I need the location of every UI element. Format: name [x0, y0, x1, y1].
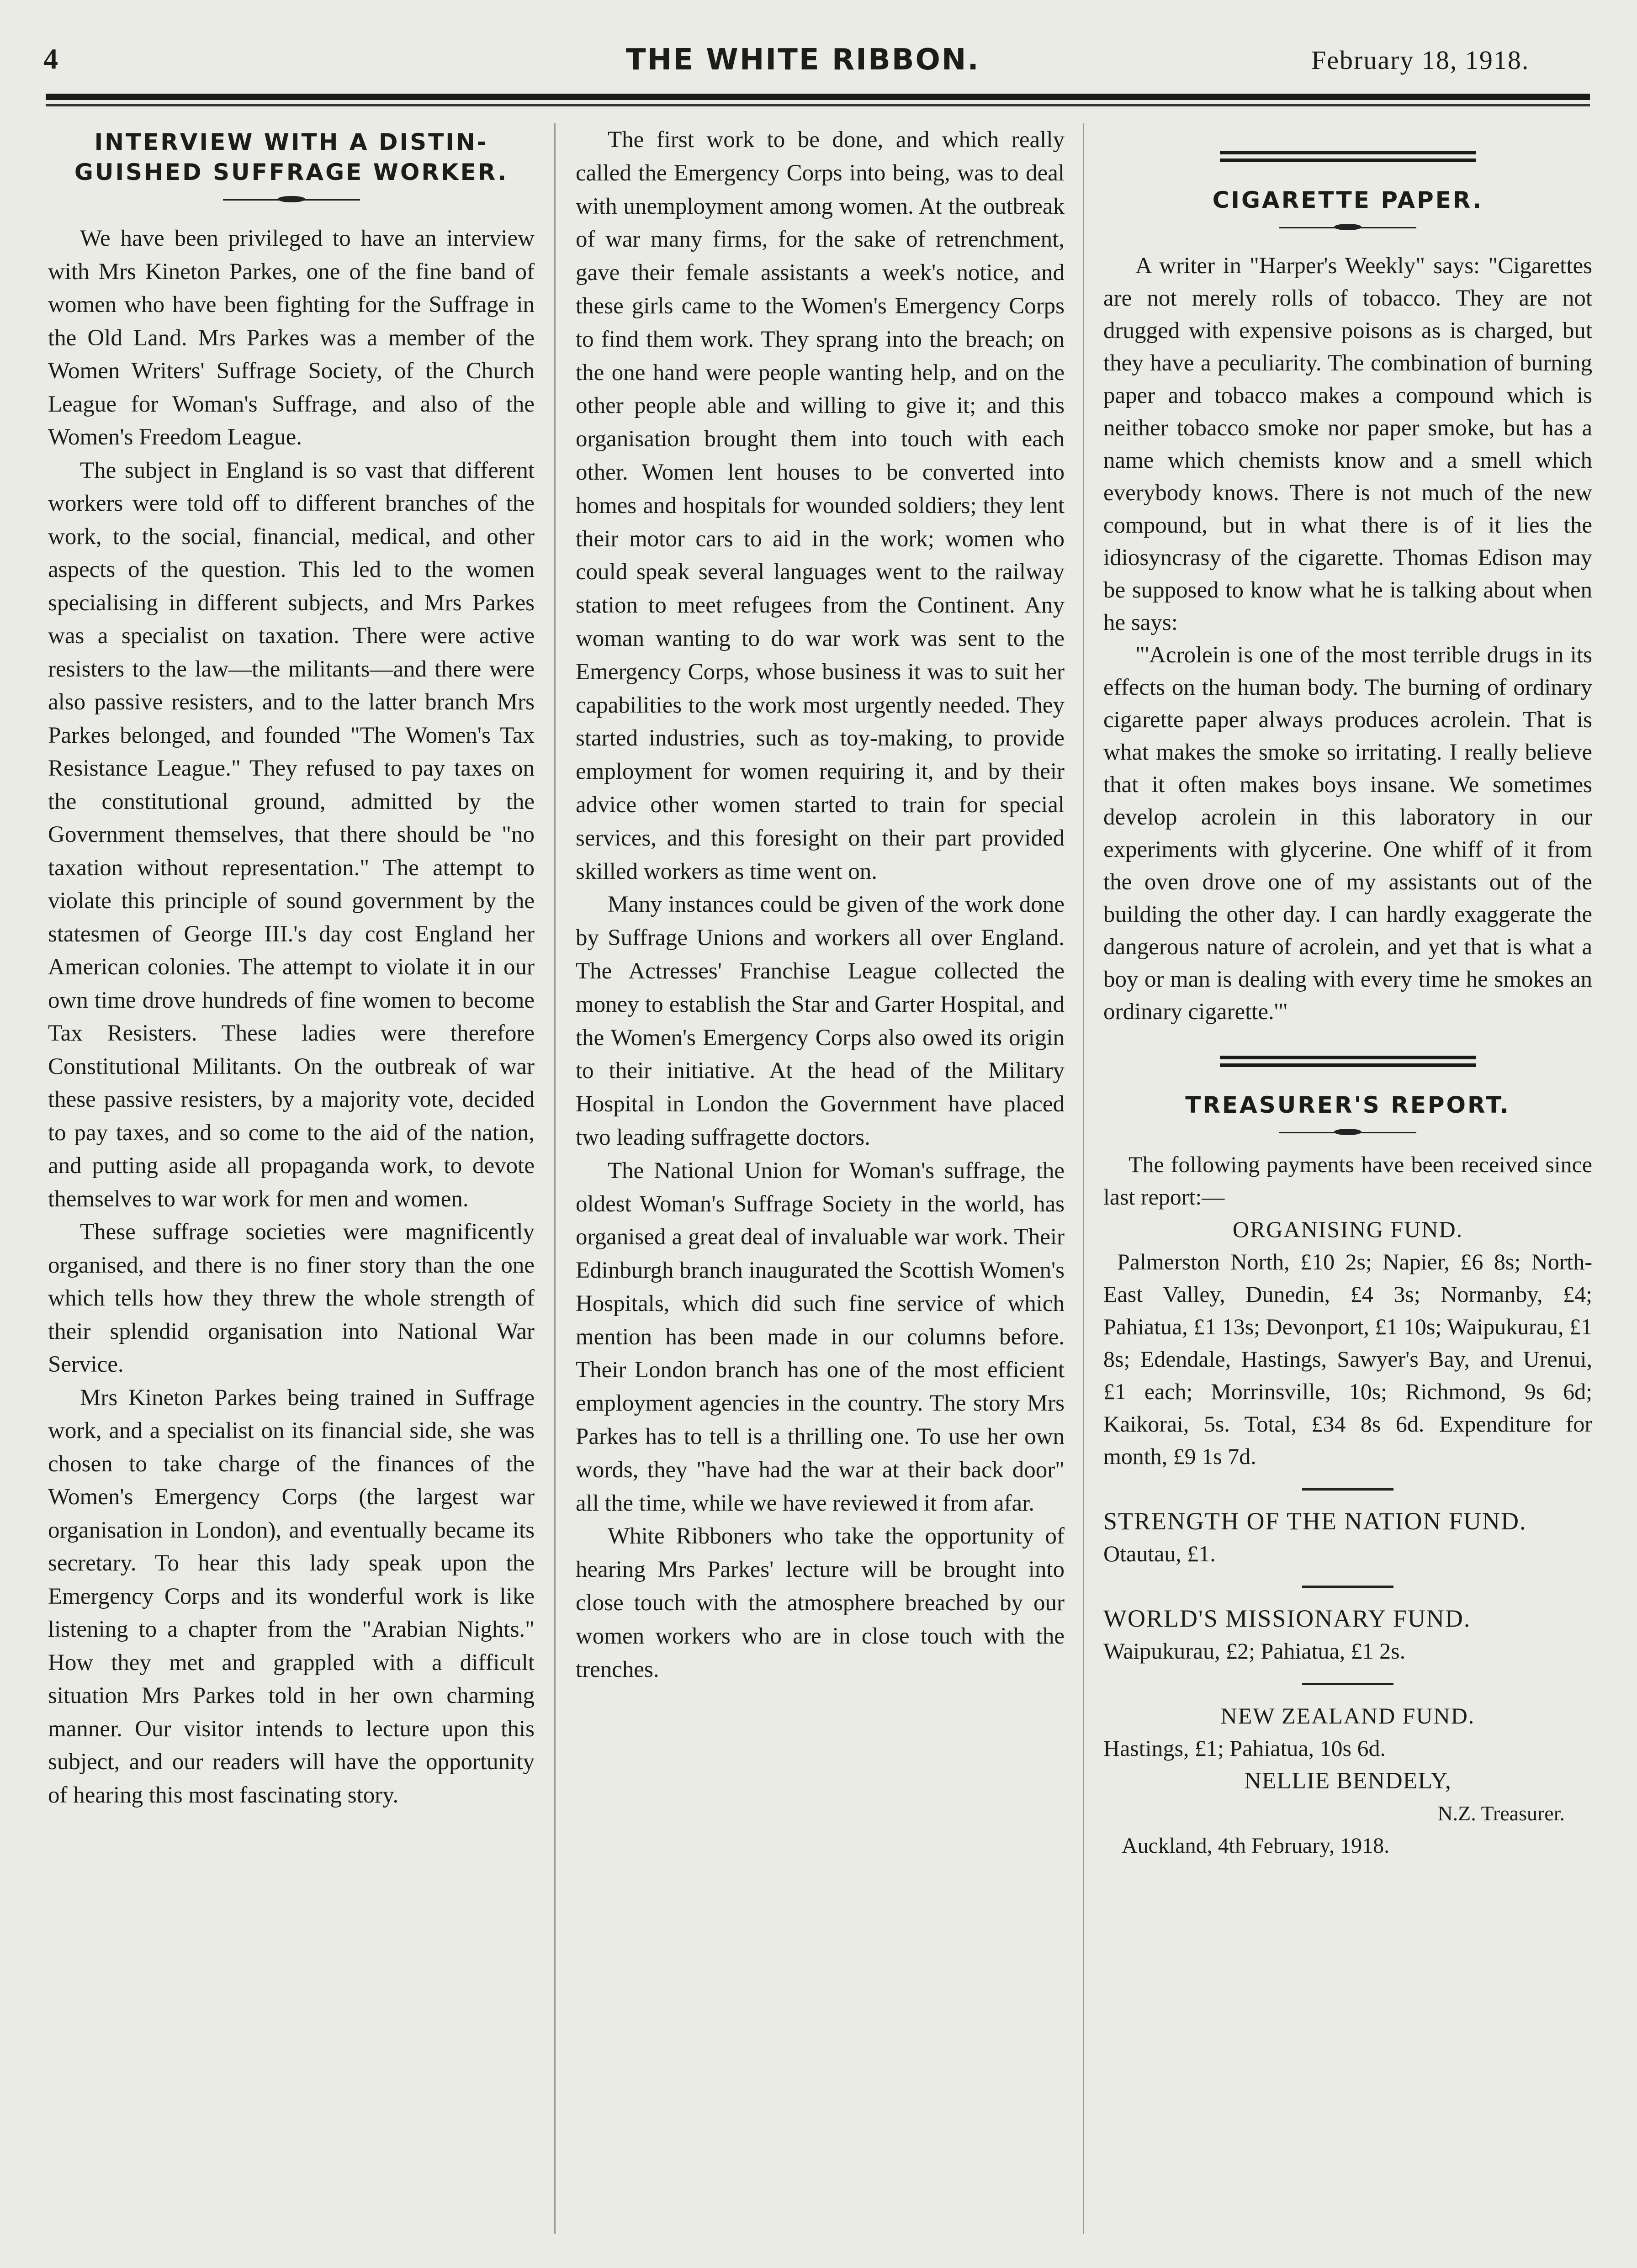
- column-2: [576, 123, 1065, 2234]
- publication-title: THE WHITE RIBBON.: [626, 43, 980, 77]
- fund-body: Waipukurau, £2; Pahiatua, £1 2s.: [1103, 1638, 1406, 1664]
- fund-body: Otautau, £1.: [1103, 1541, 1216, 1566]
- interview-paragraph: The subject in England is so vast that different workers were told off to different branches of the work, to the social, financial, medical, and other aspects of the question. This led to the women specialising in different subjects, and Mrs Parkes was a specialist on taxation. There were active resisters to the law—the militants—and there were also passive resisters, and to the latter branch Mrs Parkes belonged, and founded "The Women's Tax Resistance League." They refused to pay taxes on the constitutional ground, admitted by the Government themselves, that there should be "no taxation without representation." The attempt to violate this principle of sound government by the statesmen of George III.'s day cost England her American colonies. The attempt to violate it in our own time drove hundreds of fine women to become Tax Resisters. These ladies were therefore Constitutional Militants. On the outbreak of war these passive resisters, by a majority vote, decided to pay taxes, and so come to the aid of the nation, and putting aside all propaganda work, to devote themselves to war work for men and women.: [48, 457, 535, 1212]
- interview-paragraph: The first work to be done, and which really called the Emergency Corps into being, was to deal with unemployment among women. At the outbreak of war many firms, for the sake of retrenchment, gave their female assistants a week's notice, and these girls came to the Women's Emergency Corps to find them work. They sprang into the breach; on the one hand were people wanting help, and on the other people able and willing to give it; and this organisation brought them into touch with each other. Women lent houses to be converted into homes and hospitals for wounded soldiers; they lent their motor cars to aid in the work; women who could speak several languages went to the railway station to meet refugees from the Continent. Any woman wanting to do war work was sent to the Emergency Corps, whose business it was to suit her capabilities to the work most urgently needed. They started industries, such as toy-making, to provide employment for women requiring it, and by their advice other women started to train for special services, and this foresight on their part provided skilled workers as time went on.: [576, 127, 1065, 884]
- column-divider: [554, 123, 556, 2234]
- fund-heading: ORGANISING FUND.: [1232, 1216, 1463, 1242]
- interview-paragraph: The National Union for Woman's suffrage, the oldest Woman's Suffrage Society in the world, has organised a great deal of invaluable war work. Their Edinburgh branch inaugurated the Scottish Women's Hospitals, which did such fine service of which mention has been made in our columns before. Their London branch has one of the most efficient employment agencies in the country. The story Mrs Parkes has to tell is a thrilling one. To use her own words, they "have had the war at their back door" all the time, while we have reviewed it from afar.: [576, 1158, 1065, 1516]
- column-3: [1103, 123, 1592, 2234]
- fund-rule: [1302, 1586, 1393, 1588]
- interview-paragraph: White Ribboners who take the opportunity of hearing Mrs Parkes' lecture will be brought into close touch with the atmosphere breached by our women workers who are in close touch with the trenches.: [576, 1523, 1065, 1682]
- place-date: Auckland, 4th February, 1918.: [1122, 1834, 1390, 1858]
- column-1: [48, 123, 535, 2234]
- treasurer-headline: TREASURER'S REPORT.: [1185, 1092, 1510, 1118]
- cigarette-headline: CIGARETTE PAPER.: [1212, 187, 1483, 213]
- interview-headline: INTERVIEW WITH A DISTIN- GUISHED SUFFRAGE WORKER.: [74, 129, 509, 185]
- fund-heading: STRENGTH OF THE NATION FUND.: [1103, 1507, 1527, 1535]
- treasurer-intro: The following payments have been received since last report:—: [1103, 1152, 1592, 1210]
- section-double-rule: [1220, 151, 1476, 162]
- ornament-rule: [1279, 1128, 1416, 1137]
- fund-body: Hastings, £1; Pahiatua, 10s 6d.: [1103, 1735, 1386, 1761]
- fund-rule: [1302, 1683, 1393, 1685]
- page-number: 4: [43, 42, 58, 75]
- cigarette-paragraph: A writer in "Harper's Weekly" says: "Cigarettes are not merely rolls of tobacco. They are not drugged with expensive poisons as is charged, but they have a peculiarity. The combination of burning paper and tobacco makes a compound which is neither tobacco smoke nor paper smoke, but has a name which chemists know and a smell which everybody knows. There is not much of the new compound, but in what there is of it lies the idiosyncrasy of the cigarette. Thomas Edison may be supposed to know what he is talking about when he says:: [1103, 253, 1592, 635]
- issue-date: February 18, 1918.: [1311, 45, 1530, 75]
- section-double-rule: [1220, 1056, 1476, 1067]
- page-header: [0, 0, 1637, 105]
- interview-paragraph: We have been privileged to have an interview with Mrs Kineton Parkes, one of the fine band of women who have been fighting for the Suffrage in the Old Land. Mrs Parkes was a member of the Women Writers' Suffrage Society, of the Church League for Woman's Suffrage, and also of the Women's Freedom League.: [48, 226, 535, 450]
- interview-paragraph: These suffrage societies were magnificently organised, and there is no finer story than the one which tells how they threw the whole strength of their splendid organisation into National War Service.: [48, 1219, 535, 1377]
- ornament-rule: [223, 196, 360, 204]
- treasurer-title: N.Z. Treasurer.: [1437, 1802, 1565, 1825]
- cigarette-paragraph: "'Acrolein is one of the most terrible drugs in its effects on the human body. The burning of ordinary cigarette paper always produces acrolein. That is what makes the smoke so irritating. I really believe that it often makes boys insane. We sometimes develop acrolein in this laboratory in our experiments with glycerine. One whiff of it from the oven drove one of my assistants out of the building the other day. I can hardly exaggerate the dangerous nature of acrolein, and yet that is what a boy or man is dealing with every time he smokes an ordinary cigarette.'": [1103, 642, 1592, 1025]
- header-rule-thin: [46, 104, 1590, 106]
- interview-paragraph: Many instances could be given of the work done by Suffrage Unions and workers all over England. The Actresses' Franchise League collected the money to establish the Star and Garter Hospital, and the Women's Emergency Corps also owed its origin to their initiative. At the head of the Military Hospital in London the Government have placed two leading suffragette doctors.: [576, 892, 1065, 1150]
- treasurer-signature: NELLIE BENDELY,: [1244, 1768, 1452, 1794]
- fund-rule: [1302, 1488, 1393, 1491]
- interview-paragraph: Mrs Kineton Parkes being trained in Suffrage work, and a specialist on its financial side, she was chosen to take charge of the finances of the Women's Emergency Corps (the largest war organisation in London), and eventually became its secretary. To hear this lady speak upon the Emergency Corps and its wonderful work is like listening to a chapter from the "Arabian Nights." How they met and grappled with a difficult situation Mrs Parkes told in her own charming manner. Our visitor intends to lecture upon this subject, and our readers will have the opportunity of hearing this most fascinating story.: [48, 1385, 535, 1808]
- column-divider: [1083, 123, 1084, 2234]
- fund-heading: WORLD'S MISSIONARY FUND.: [1103, 1605, 1471, 1632]
- fund-heading: NEW ZEALAND FUND.: [1220, 1703, 1475, 1729]
- ornament-rule: [1279, 223, 1416, 232]
- header-rule: [46, 94, 1590, 100]
- fund-body: Palmerston North, £10 2s; Napier, £6 8s; North-East Valley, Dunedin, £4 3s; Normanby, £4; Pahiatua, £1 13s; Devonport, £1 10s; Waipukurau, £1 8s; Edendale, Hastings, Sawyer's Bay, and Urenui, £1 each; Morrinsville, 10s; Richmond, 9s 6d; Kaikorai, 5s. Total, £34 8s 6d. Expenditure for month, £9 1s 7d.: [1103, 1249, 1592, 1469]
